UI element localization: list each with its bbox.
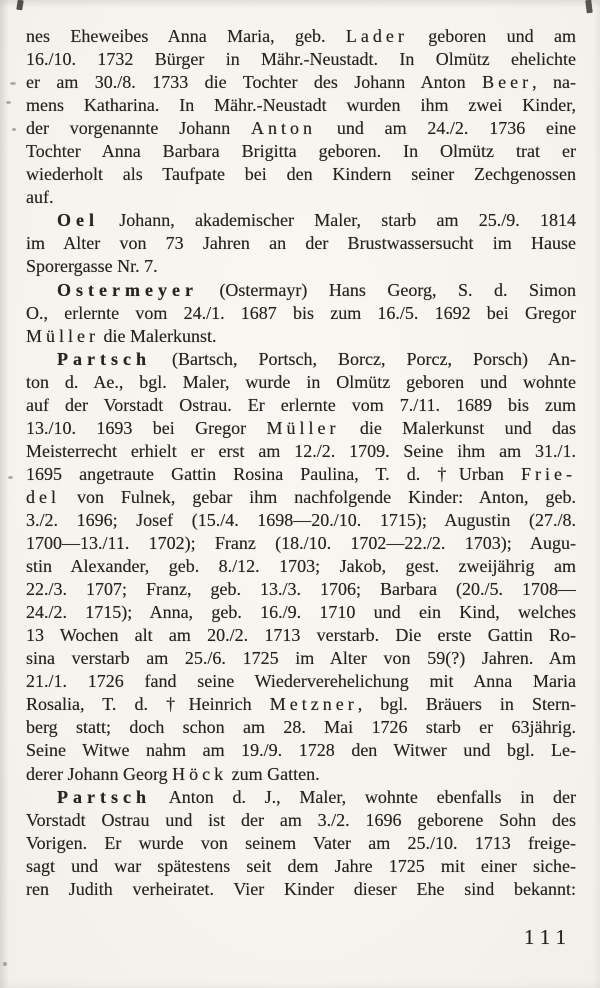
- text-run: Sporergasse Nr. 7.: [26, 256, 158, 277]
- text-line: [26, 763, 576, 786]
- text-run: wiederholt als Taufpate bei den Kindern seiner Zechgenossen: [26, 164, 576, 185]
- text-run: 3./2. 1696; Josef (15./4. 1698—20./10. 1715); Augustin (27./8.: [26, 509, 576, 530]
- text-line: [26, 855, 576, 878]
- text-line: [26, 302, 576, 325]
- text-run: Seine Witwe nahm am 19./9. 1728 den Witwer und bgl. Le-: [26, 740, 576, 761]
- letterspaced-name: Beer: [482, 72, 533, 93]
- text-line: [26, 325, 576, 348]
- text-run: 24./2. 1715); Anna, geb. 16./9. 1710 und ein Kind, welches: [26, 602, 576, 623]
- text-line: [26, 440, 576, 463]
- text-run: 1695 angetraute Gattin Rosina Paulina, T. d. †Urban: [26, 463, 521, 484]
- text-run: von Fulnek, gebar ihm nachfolgende Kinder: Anton, geb.: [60, 486, 576, 507]
- text-run: ren Judith verheiratet. Vier Kinder dieser Ehe sind bekannt:: [26, 878, 576, 899]
- paragraph: [26, 25, 576, 209]
- letterspaced-name: Höck: [172, 763, 228, 784]
- text-line: [26, 578, 576, 601]
- page-number: 111: [524, 925, 572, 949]
- text-line: [26, 140, 576, 163]
- text-line: [26, 532, 576, 555]
- text-line: [26, 163, 576, 186]
- text-run: 22./3. 1707; Franz, geb. 13./3. 1706; Barbara (20./5. 1708—: [26, 579, 576, 600]
- text-line: [26, 394, 576, 417]
- text-line: [26, 509, 576, 532]
- text-run: zum Gatten.: [227, 763, 320, 784]
- text-run: Rosalia, T. d. †Heinrich: [26, 694, 270, 715]
- text-line: [26, 786, 576, 809]
- letterspaced-name: Müller: [26, 325, 99, 346]
- paragraph: [26, 209, 576, 278]
- text-run: mens Katharina. In Mähr.-Neustadt wurden ihm zwei Kinder,: [26, 95, 576, 116]
- text-run: 13 Wochen alt am 20./2. 1713 verstarb. Die erste Gattin Ro-: [26, 625, 576, 646]
- text-run: 21./1. 1726 fand seine Wiederverehelichung mit Anna Maria: [26, 671, 576, 692]
- text-run: er am 30./8. 1733 die Tochter des Johann Anton: [26, 72, 483, 93]
- text-run: die Malerkunst und das: [339, 417, 576, 438]
- text-line: [26, 232, 576, 255]
- letterspaced-name: Ostermeyer: [57, 279, 198, 300]
- letterspaced-name: Lader: [345, 26, 408, 46]
- text-run: der vorgenannte Johann: [26, 118, 252, 139]
- text-line: [26, 809, 576, 832]
- text-run: derer Johann Georg: [26, 763, 173, 784]
- text-run: die Malerkunst.: [99, 325, 217, 346]
- letterspaced-name: Frie-: [521, 463, 576, 484]
- text-line: [26, 716, 576, 739]
- text-line: [26, 739, 576, 762]
- scan-artifact-top-right: [585, 0, 593, 13]
- text-run: ton d. Ae., bgl. Maler, wurde in Olmütz geboren und wohnte: [26, 371, 576, 392]
- text-line: [26, 186, 576, 209]
- text-run: stin Alexander, geb. 8./12. 1703; Jakob, gest. zweijährig am: [26, 556, 576, 577]
- text-run: sina verstarb am 25./6. 1725 im Alter von 59(?) Jahren. Am: [26, 648, 576, 669]
- scan-speck: [3, 962, 7, 966]
- text-run: Vorigen. Er wurde von seinem Vater am 25./10. 1713 freige-: [26, 832, 576, 853]
- text-run: sagt und war spätestens seit dem Jahre 1725 mit einer siche-: [26, 855, 576, 876]
- text-line: [26, 371, 576, 394]
- letterspaced-name: Anton: [251, 118, 317, 139]
- text-run: Anton d. J., Maler, wohnte ebenfalls in der: [150, 786, 576, 807]
- scan-speck: [8, 476, 13, 479]
- text-line: [26, 25, 576, 48]
- text-line: [26, 279, 576, 302]
- text-run: , bgl. Bräuers in Stern-: [357, 694, 576, 715]
- scan-speck: [10, 82, 16, 85]
- text-run: auf.: [26, 187, 54, 208]
- text-run: auf der Vorstadt Ostrau. Er erlernte vom 7./11. 1689 bis zum: [26, 394, 576, 415]
- text-line: [26, 832, 576, 855]
- text-line: [26, 693, 576, 716]
- text-line: [26, 255, 576, 278]
- text-run: O., erlernte vom 24./1. 1687 bis zum 16./5. 1692 bei Gregor: [26, 302, 576, 323]
- letterspaced-name: Oel: [57, 210, 99, 231]
- text-line: [26, 117, 576, 140]
- letterspaced-name: del: [26, 486, 60, 507]
- text-line: [26, 601, 576, 624]
- text-run: (Bartsch, Portsch, Borcz, Porcz, Porsch) An-: [150, 348, 576, 369]
- text-line: [26, 624, 576, 647]
- letterspaced-name: Metzner: [269, 694, 358, 715]
- text-run: im Alter von 73 Jahren an der Brustwassersucht im Hause: [26, 233, 576, 254]
- paragraph: [26, 279, 576, 348]
- text-line: [26, 555, 576, 578]
- text-line: [26, 878, 576, 901]
- text-block: [26, 25, 576, 901]
- text-run: 1700—13./11. 1702); Franz (18./10. 1702—22./2. 1703); Augu-: [26, 533, 576, 554]
- text-run: Johann, akademischer Maler, starb am 25./9. 1814: [99, 210, 576, 231]
- text-line: [26, 670, 576, 693]
- text-line: [26, 348, 576, 371]
- text-run: Vorstadt Ostrau und ist der am 3./2. 1696 geborene Sohn des: [26, 809, 576, 830]
- letterspaced-name: Müller: [266, 417, 340, 438]
- scan-speck: [12, 128, 16, 131]
- text-line: [26, 463, 576, 486]
- letterspaced-name: Partsch: [57, 348, 151, 369]
- text-line: [26, 647, 576, 670]
- text-line: [26, 486, 576, 509]
- scan-speck: [6, 101, 11, 104]
- paragraph: [26, 786, 576, 901]
- text-run: 13./10. 1693 bei Gregor: [26, 417, 267, 438]
- text-run: berg statt; doch schon am 28. Mai 1726 starb er 63jährig.: [26, 717, 576, 738]
- scan-artifact-top-left: [16, 0, 23, 10]
- text-run: Tochter Anna Barbara Brigitta geboren. In Olmütz trat er: [26, 141, 576, 162]
- text-run: und am 24./2. 1736 eine: [316, 118, 576, 139]
- text-run: (Ostermayr) Hans Georg, S. d. Simon: [197, 279, 576, 300]
- text-run: geboren und am: [407, 26, 576, 46]
- letterspaced-name: Partsch: [57, 786, 151, 807]
- text-run: 16./10. 1732 Bürger in Mähr.-Neustadt. In Olmütz ehelichte: [26, 49, 576, 70]
- text-line: [26, 48, 576, 71]
- text-line: [26, 94, 576, 117]
- text-run: Meisterrecht erhielt er erst am 12./2. 1709. Seine ihm am 31./1.: [26, 440, 576, 461]
- text-run: , na-: [532, 72, 576, 93]
- text-run: nes Eheweibes Anna Maria, geb.: [26, 26, 346, 46]
- paragraph: [26, 348, 576, 786]
- text-line: [26, 71, 576, 94]
- text-line: [26, 417, 576, 440]
- text-line: [26, 209, 576, 232]
